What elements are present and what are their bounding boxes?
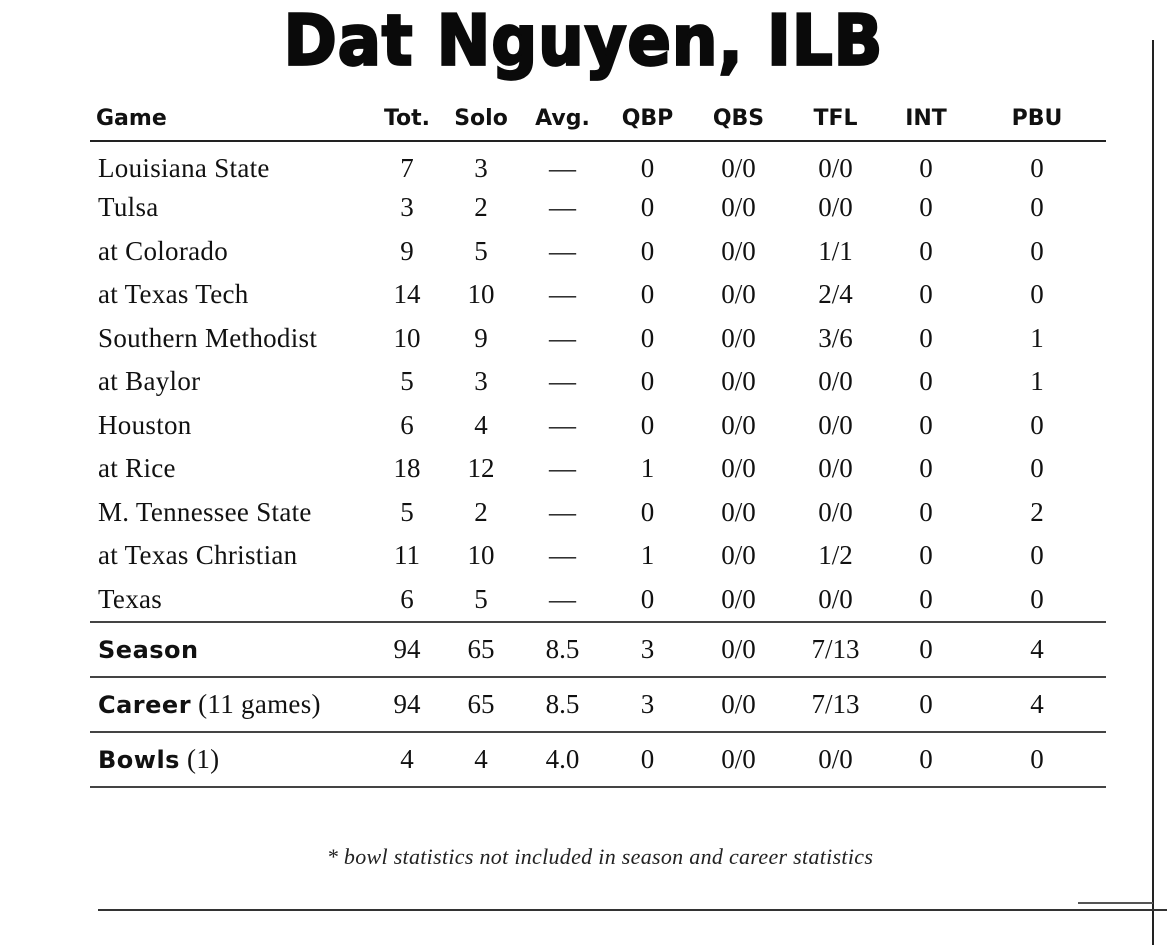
stat-int: 0: [919, 540, 933, 571]
stat-int: 0: [919, 366, 933, 397]
stat-qbs: 0/0: [721, 152, 756, 183]
summary-stat-avg: 4.0: [520, 732, 605, 787]
summary-stat-qbs: 0/0: [690, 732, 787, 787]
stat-tot: 14: [393, 279, 421, 310]
stat-pbu: 1: [1030, 366, 1044, 397]
column-rule: [1152, 40, 1154, 945]
stat-tot: 9: [400, 235, 414, 266]
stat-int: 0: [919, 152, 933, 183]
stat-pbu: 0: [1030, 192, 1044, 223]
stat-int: 0: [919, 409, 933, 440]
bottom-rule-short: [1078, 902, 1153, 904]
game-name: at Colorado: [98, 235, 229, 266]
stat-qbp: 0: [640, 496, 655, 527]
stat-qbp: 0: [640, 279, 655, 310]
stat-tfl: 0/0: [818, 409, 853, 440]
stat-int: 0: [919, 453, 933, 484]
stat-pbu: 2: [1030, 496, 1044, 527]
footnote: * bowl statistics not included in season and career statistics: [326, 844, 874, 869]
stat-qbp: 0: [640, 152, 655, 183]
summary-stat-int: 0: [884, 622, 968, 677]
stat-int: 0: [919, 583, 933, 614]
stat-pbu: 1: [1030, 322, 1044, 353]
stat-tfl: 0/0: [818, 583, 853, 614]
stat-avg: —: [549, 235, 576, 266]
summary-stat-tot: 94: [372, 622, 442, 677]
summary-label: Career: [98, 691, 192, 719]
stat-tfl: 0/0: [818, 453, 853, 484]
stat-qbs: 0/0: [721, 583, 756, 614]
header-row: [90, 96, 1106, 141]
summary-label: Season: [98, 636, 199, 664]
stat-solo: 2: [474, 496, 488, 527]
table-row: [90, 317, 1106, 361]
stat-tot: 5: [400, 496, 414, 527]
stat-tot: 6: [400, 409, 414, 440]
summary-stat-pbu: 4: [968, 622, 1106, 677]
stat-qbp: 0: [640, 235, 655, 266]
summary-stat-tot: 94: [372, 677, 442, 732]
stat-avg: —: [549, 540, 576, 571]
stats-table: [90, 96, 1106, 788]
stat-tfl: 1/2: [818, 540, 853, 571]
summary-note: (11 games): [198, 689, 321, 719]
summary-label-cell: [90, 732, 372, 787]
header-pbu: PBU: [968, 96, 1106, 141]
header-game: Game: [90, 96, 372, 141]
stat-tot: 3: [400, 192, 414, 223]
stat-int: 0: [919, 279, 933, 310]
game-name: at Rice: [98, 453, 176, 484]
summary-stat-tfl: 0/0: [787, 732, 884, 787]
stat-tot: 6: [400, 583, 414, 614]
game-name: M. Tennessee State: [98, 496, 312, 527]
stat-avg: —: [549, 279, 576, 310]
summary-stat-qbs: 0/0: [690, 677, 787, 732]
stat-solo: 12: [467, 453, 495, 484]
header-solo: Solo: [442, 96, 520, 141]
stat-tfl: 2/4: [818, 279, 853, 310]
summary-label-cell: [90, 622, 372, 677]
game-name: Tulsa: [98, 192, 159, 223]
game-name: at Texas Tech: [98, 279, 249, 310]
table-row: [90, 404, 1106, 448]
stat-tot: 11: [394, 540, 420, 571]
stat-tfl: 1/1: [818, 235, 853, 266]
stat-qbp: 0: [640, 192, 655, 223]
stat-tfl: 0/0: [818, 192, 853, 223]
stat-tot: 7: [400, 152, 414, 183]
table-row: [90, 491, 1106, 535]
stat-avg: —: [549, 152, 576, 183]
stat-qbp: 1: [640, 540, 655, 571]
header-qbp: QBP: [605, 96, 690, 141]
header-qbs: QBS: [690, 96, 787, 141]
bottom-rule: [98, 909, 1167, 911]
summary-stat-solo: 65: [442, 677, 520, 732]
summary-stat-pbu: 4: [968, 677, 1106, 732]
stat-qbs: 0/0: [721, 279, 756, 310]
stat-solo: 10: [467, 279, 495, 310]
summary-label: Bowls: [98, 746, 180, 774]
stat-pbu: 0: [1030, 540, 1044, 571]
stat-qbp: 0: [640, 366, 655, 397]
stat-qbs: 0/0: [721, 409, 756, 440]
stat-qbp: 0: [640, 583, 655, 614]
stat-avg: —: [549, 409, 576, 440]
summary-stat-qbs: 0/0: [690, 622, 787, 677]
stat-pbu: 0: [1030, 279, 1044, 310]
table-body: [90, 141, 1106, 787]
stat-qbp: 1: [640, 453, 655, 484]
stat-qbs: 0/0: [721, 322, 756, 353]
stat-tfl: 0/0: [818, 152, 853, 183]
stat-avg: —: [549, 192, 576, 223]
stat-tot: 18: [393, 453, 421, 484]
summary-label-cell: [90, 677, 372, 732]
stat-solo: 3: [474, 152, 488, 183]
stat-solo: 9: [474, 322, 488, 353]
stat-qbs: 0/0: [721, 540, 756, 571]
summary-stat-pbu: 0: [968, 732, 1106, 787]
table-row: [90, 186, 1106, 230]
stat-int: 0: [919, 192, 933, 223]
header-int: INT: [884, 96, 968, 141]
game-name: Houston: [98, 409, 192, 440]
stat-tot: 5: [400, 366, 414, 397]
summary-note: (1): [187, 744, 220, 774]
stat-solo: 3: [474, 366, 488, 397]
stat-tfl: 0/0: [818, 366, 853, 397]
summary-stat-solo: 65: [442, 622, 520, 677]
game-name: at Baylor: [98, 366, 201, 397]
stat-pbu: 0: [1030, 152, 1044, 183]
summary-stat-qbp: 3: [605, 677, 690, 732]
stat-avg: —: [549, 366, 576, 397]
summary-stat-qbp: 3: [605, 622, 690, 677]
table-row: [90, 141, 1106, 186]
game-name: Louisiana State: [98, 152, 270, 183]
stat-tfl: 0/0: [818, 496, 853, 527]
stat-qbs: 0/0: [721, 235, 756, 266]
stat-int: 0: [919, 235, 933, 266]
stat-tot: 10: [393, 322, 421, 353]
game-name: Southern Methodist: [98, 322, 318, 353]
summary-stat-solo: 4: [442, 732, 520, 787]
summary-stat-tfl: 7/13: [787, 622, 884, 677]
stat-qbp: 0: [640, 409, 655, 440]
stat-pbu: 0: [1030, 583, 1044, 614]
table-row: [90, 447, 1106, 491]
summary-row: [90, 622, 1106, 677]
summary-stat-tfl: 7/13: [787, 677, 884, 732]
stat-int: 0: [919, 496, 933, 527]
summary-row: [90, 677, 1106, 732]
stat-avg: —: [549, 583, 576, 614]
summary-stat-avg: 8.5: [520, 622, 605, 677]
stat-avg: —: [549, 453, 576, 484]
game-name: at Texas Christian: [98, 540, 298, 571]
stat-solo: 4: [474, 409, 488, 440]
stat-solo: 10: [467, 540, 495, 571]
stat-qbp: 0: [640, 322, 655, 353]
summary-stat-int: 0: [884, 677, 968, 732]
stat-pbu: 0: [1030, 453, 1044, 484]
summary-stat-avg: 8.5: [520, 677, 605, 732]
game-name: Texas: [98, 583, 163, 614]
stat-qbs: 0/0: [721, 192, 756, 223]
page-title: Dat Nguyen, ILB: [283, 2, 884, 82]
summary-stat-int: 0: [884, 732, 968, 787]
stat-qbs: 0/0: [721, 496, 756, 527]
header-tfl: TFL: [787, 96, 884, 141]
table-row: [90, 360, 1106, 404]
stat-avg: —: [549, 496, 576, 527]
stat-qbs: 0/0: [721, 453, 756, 484]
table-row: [90, 230, 1106, 274]
header-avg: Avg.: [520, 96, 605, 141]
stat-pbu: 0: [1030, 235, 1044, 266]
summary-stat-qbp: 0: [605, 732, 690, 787]
stat-int: 0: [919, 322, 933, 353]
stat-pbu: 0: [1030, 409, 1044, 440]
stat-solo: 5: [474, 235, 488, 266]
stat-avg: —: [549, 322, 576, 353]
table-row: [90, 273, 1106, 317]
stat-solo: 2: [474, 192, 488, 223]
header-tot: Tot.: [372, 96, 442, 141]
stat-qbs: 0/0: [721, 366, 756, 397]
table-row: [90, 534, 1106, 578]
summary-stat-tot: 4: [372, 732, 442, 787]
summary-row: [90, 732, 1106, 787]
stat-solo: 5: [474, 583, 488, 614]
stat-tfl: 3/6: [818, 322, 853, 353]
table-row: [90, 578, 1106, 623]
